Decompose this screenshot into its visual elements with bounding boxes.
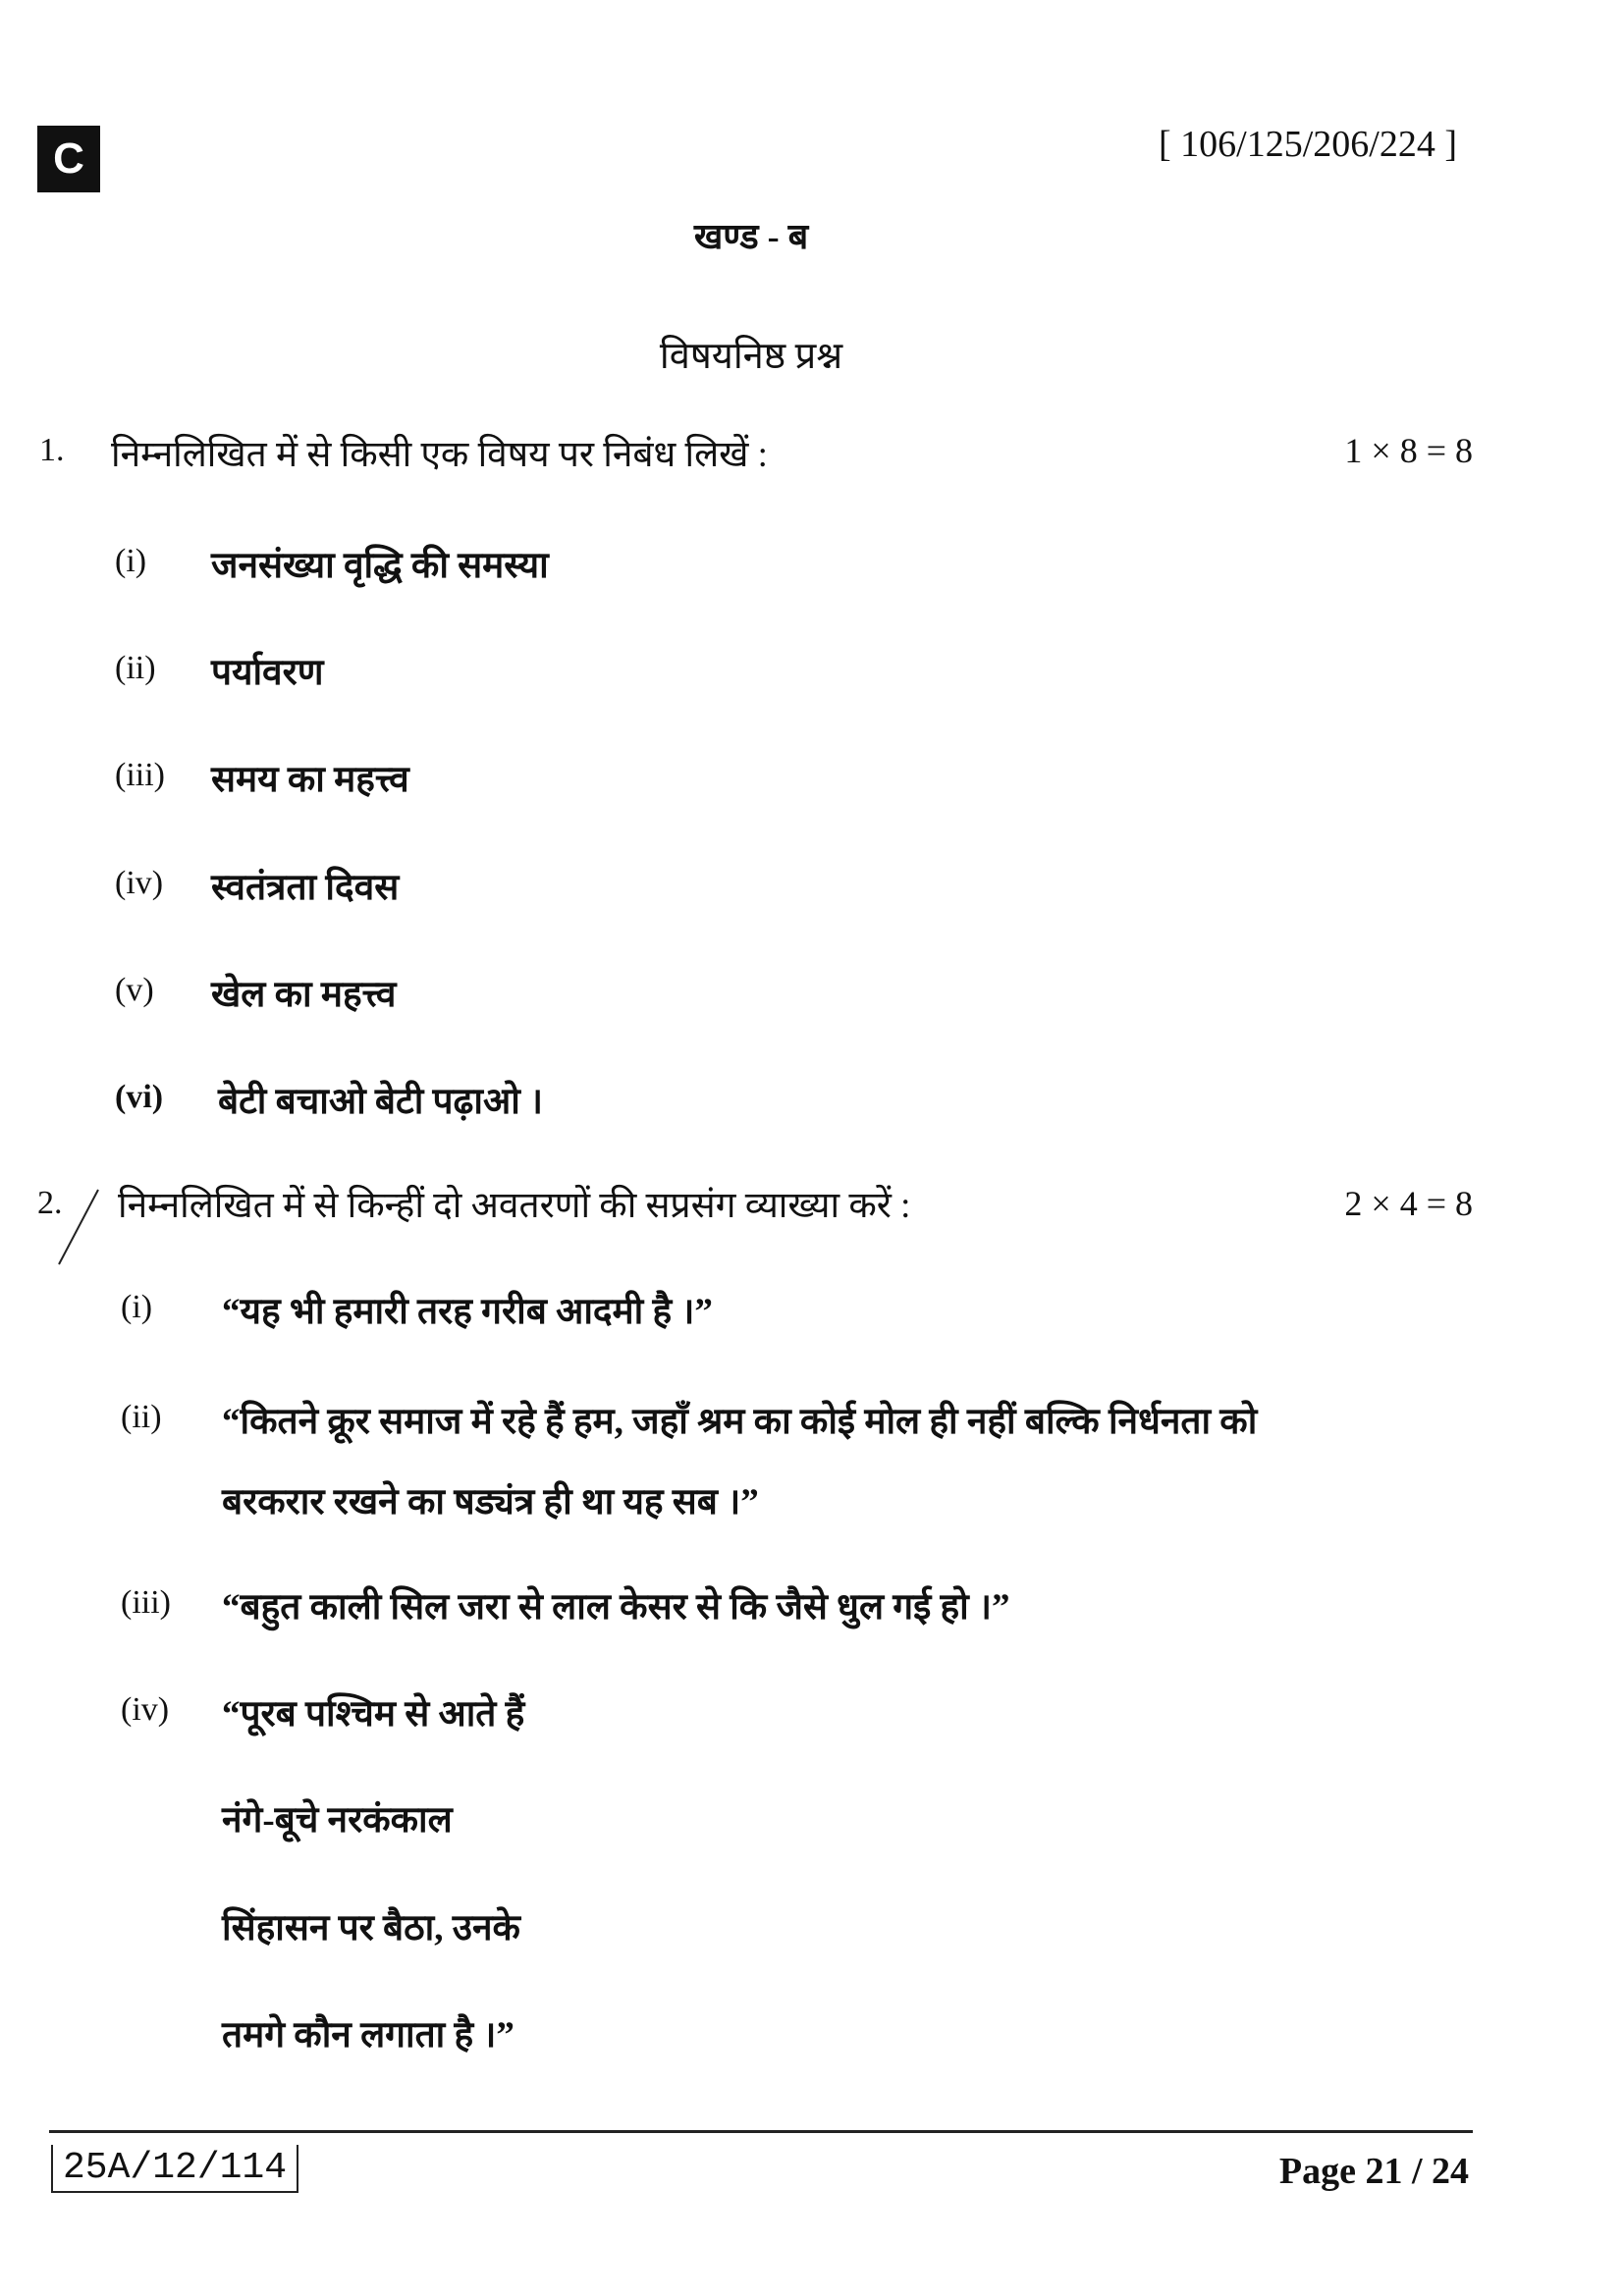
paper-code: [ 106/125/206/224 ] — [1159, 124, 1457, 165]
set-label-badge: C — [37, 126, 100, 192]
item-label: (iii) — [121, 1584, 171, 1621]
item-label: (iii) — [115, 757, 165, 793]
essay-topic: समय का महत्त्व — [211, 760, 409, 800]
essay-topic: खेल का महत्त्व — [211, 975, 397, 1015]
item-label: (vi) — [115, 1079, 164, 1115]
passage-line: “कितने क्रूर समाज में रहे हैं हम, जहाँ श्रम का कोई मोल ही नहीं बल्कि निर्धनता को — [222, 1402, 1258, 1442]
question-text: निम्नलिखित में से किन्हीं दो अवतरणों की सप्रसंग व्याख्या करें : — [118, 1186, 911, 1226]
item-label: (ii) — [115, 650, 156, 686]
page-number: Page 21 / 24 — [1278, 2151, 1469, 2192]
question-number: 1. — [39, 432, 65, 468]
footer-divider — [49, 2130, 1473, 2133]
passage-line: “यह भी हमारी तरह गरीब आदमी है ।” — [222, 1292, 713, 1332]
item-label: (iv) — [121, 1691, 170, 1728]
essay-topic: जनसंख्या वृद्धि की समस्या — [211, 546, 549, 586]
passage-line: “पूरब पश्चिम से आते हैं — [222, 1694, 525, 1735]
question-text: निम्नलिखित में से किसी एक विषय पर निबंध लिखें : — [111, 435, 768, 475]
item-label: (ii) — [121, 1399, 162, 1435]
passage-line: सिंहासन पर बैठा, उनके — [222, 1908, 520, 1949]
footer-code: 25A/12/114 — [51, 2145, 298, 2193]
question-marks: 2 × 4 = 8 — [1344, 1184, 1473, 1223]
passage-line: बरकरार रखने का षड्यंत्र ही था यह सब ।” — [222, 1482, 759, 1522]
item-label: (v) — [115, 972, 154, 1008]
essay-topic: पर्यावरण — [211, 653, 324, 693]
essay-topic: बेटी बचाओ बेटी पढ़ाओ । — [218, 1082, 544, 1122]
item-label: (i) — [121, 1289, 153, 1325]
section-subtitle: विषयनिष्ठ प्रश्न — [659, 336, 843, 377]
question-marks: 1 × 8 = 8 — [1344, 431, 1473, 470]
passage-line: तमगे कौन लगाता है ।” — [222, 2015, 514, 2056]
passage-line: नंगे-बूचे नरकंकाल — [222, 1800, 453, 1841]
item-label: (i) — [115, 543, 147, 579]
passage-line: “बहुत काली सिल जरा से लाल केसर से कि जैसे धुल गई हो ।” — [222, 1587, 1010, 1628]
question-number: 2. — [37, 1185, 63, 1221]
essay-topic: स्वतंत्रता दिवस — [211, 868, 400, 908]
section-title: खण्ड - ब — [693, 217, 809, 256]
item-label: (iv) — [115, 865, 164, 901]
